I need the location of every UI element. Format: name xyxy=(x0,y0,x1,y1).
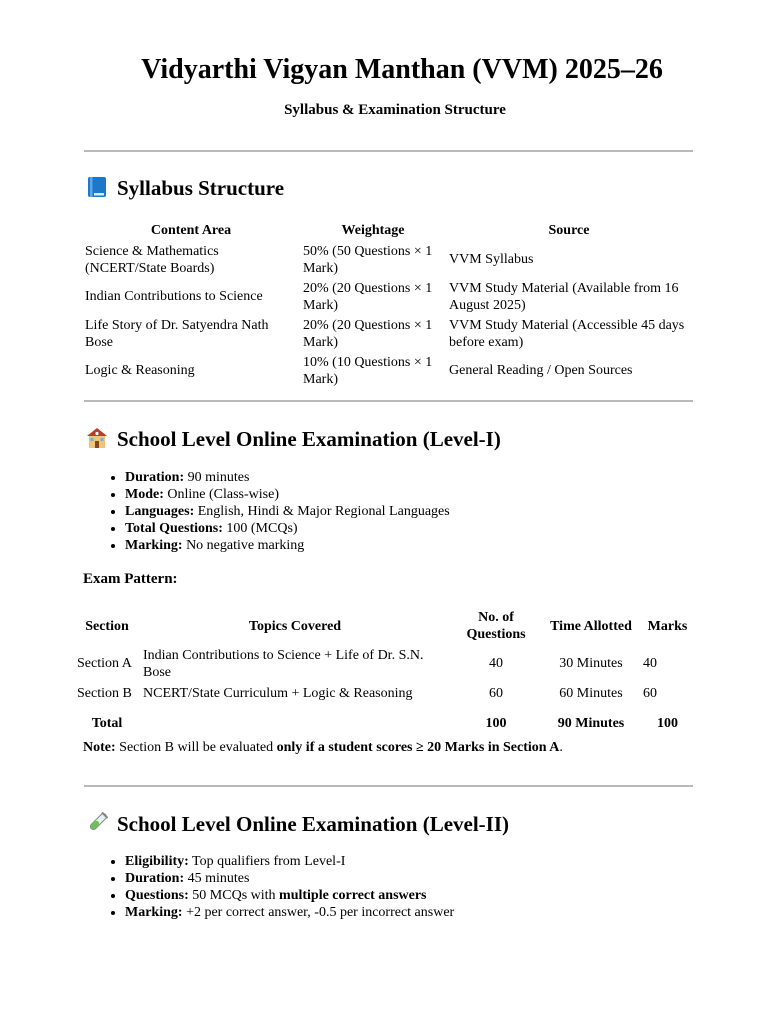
fact-value: Top qualifiers from Level-I xyxy=(188,854,346,869)
list-item xyxy=(125,887,454,904)
table-row xyxy=(82,315,692,352)
fact-label: Duration: xyxy=(125,470,185,485)
column-header: Section xyxy=(85,618,129,634)
list-item xyxy=(125,853,454,870)
weightage-cell: 10% (10 Questions × 1 Mark) xyxy=(303,354,433,387)
weightage-cell: 20% (20 Questions × 1 Mark) xyxy=(303,280,433,313)
total-topics-cell xyxy=(140,704,450,742)
test-tube-icon xyxy=(86,812,108,834)
content-area-cell: Indian Contributions to Science xyxy=(85,289,263,304)
fact-label: Total Questions: xyxy=(125,521,223,536)
level2-heading-text: School Level Online Examination (Level-II) xyxy=(117,812,510,836)
total-label: Total xyxy=(91,715,123,731)
total-marks: 100 xyxy=(657,715,678,731)
fact-emphasis: multiple correct answers xyxy=(279,888,427,903)
marks-cell: 60 xyxy=(643,685,657,701)
section-cell: Section B xyxy=(77,685,132,701)
fact-label: Duration: xyxy=(125,871,185,886)
fact-value: 50 MCQs with xyxy=(188,888,280,903)
fact-value: Online (Class-wise) xyxy=(163,487,279,502)
fact-value: 90 minutes xyxy=(184,470,250,485)
note-text: Section B will be evaluated xyxy=(115,740,277,755)
exam-pattern-table xyxy=(74,607,695,742)
blue-book-icon xyxy=(86,176,108,198)
content-area-cell: Life Story of Dr. Satyendra Nath Bose xyxy=(85,317,269,350)
level2-facts-list xyxy=(84,853,454,921)
table-total-row xyxy=(74,704,695,742)
note-end: . xyxy=(559,740,563,755)
source-cell: General Reading / Open Sources xyxy=(449,363,633,378)
table-row xyxy=(82,352,692,389)
column-header: Content Area xyxy=(150,222,232,238)
fact-value: English, Hindi & Major Regional Languages xyxy=(194,504,450,519)
table-row xyxy=(82,241,692,278)
column-header: No. of Questions xyxy=(466,610,526,642)
topics-cell: Indian Contributions to Science + Life of Dr. S.N. Bose xyxy=(143,647,424,680)
weightage-cell: 50% (50 Questions × 1 Mark) xyxy=(303,243,433,276)
column-header: Topics Covered xyxy=(248,618,342,634)
content-area-cell: Science & Mathematics (NCERT/State Boards) xyxy=(85,243,219,276)
section-cell: Section A xyxy=(77,656,132,671)
list-item xyxy=(125,537,450,554)
syllabus-table xyxy=(82,219,692,389)
fact-label: Languages: xyxy=(125,504,195,519)
weightage-cell: 20% (20 Questions × 1 Mark) xyxy=(303,317,433,350)
fact-label: Marking: xyxy=(125,905,183,920)
list-item xyxy=(125,486,450,503)
fact-label: Marking: xyxy=(125,538,183,553)
note-emphasis: only if a student scores ≥ 20 Marks in Section A xyxy=(276,740,560,755)
list-item xyxy=(125,520,450,537)
source-cell: VVM Study Material (Available from 16 August 2025) xyxy=(449,280,679,313)
table-header-row xyxy=(74,607,695,645)
fact-value: 100 (MCQs) xyxy=(222,521,298,536)
level1-heading-text: School Level Online Examination (Level-I) xyxy=(117,427,501,451)
topics-cell: NCERT/State Curriculum + Logic & Reasoning xyxy=(143,685,413,701)
syllabus-heading xyxy=(86,174,284,202)
divider xyxy=(84,785,693,787)
list-item xyxy=(125,503,450,520)
questions-cell: 60 xyxy=(489,685,503,701)
table-row xyxy=(74,645,695,682)
column-header: Time Allotted xyxy=(550,618,632,634)
level2-heading xyxy=(86,810,509,838)
source-cell: VVM Study Material (Accessible 45 days before exam) xyxy=(449,317,685,350)
fact-label: Mode: xyxy=(125,487,164,502)
table-row xyxy=(74,682,695,704)
content-area-cell: Logic & Reasoning xyxy=(85,363,195,378)
list-item xyxy=(125,870,454,887)
total-questions: 100 xyxy=(485,715,507,731)
note-label: Note: xyxy=(83,740,116,755)
exam-pattern-heading: Exam Pattern: xyxy=(83,571,178,587)
time-cell: 30 Minutes xyxy=(559,656,623,671)
table-header-row xyxy=(82,219,692,241)
fact-label: Eligibility: xyxy=(125,854,189,869)
questions-cell: 40 xyxy=(489,656,503,671)
page-title: Vidyarthi Vigyan Manthan (VVM) 2025–26 xyxy=(141,54,663,85)
column-header: Marks xyxy=(647,618,688,634)
list-item xyxy=(125,469,450,486)
evaluation-note xyxy=(83,740,563,756)
level1-facts-list xyxy=(84,469,450,554)
time-cell: 60 Minutes xyxy=(559,685,623,701)
fact-value: 45 minutes xyxy=(184,871,250,886)
divider xyxy=(84,150,693,152)
marks-cell: 40 xyxy=(643,656,657,671)
divider xyxy=(84,400,693,402)
fact-value: No negative marking xyxy=(182,538,305,553)
column-header: Weightage xyxy=(341,222,405,238)
level1-heading xyxy=(86,425,501,453)
table-row xyxy=(82,278,692,315)
column-header: Source xyxy=(548,222,590,238)
fact-value: +2 per correct answer, -0.5 per incorrect answer xyxy=(182,905,455,920)
page-subtitle: Syllabus & Examination Structure xyxy=(284,102,506,118)
fact-label: Questions: xyxy=(125,888,189,903)
source-cell: VVM Syllabus xyxy=(449,252,534,267)
list-item xyxy=(125,904,454,921)
school-icon xyxy=(86,427,108,449)
total-time: 90 Minutes xyxy=(557,715,625,731)
syllabus-heading-text: Syllabus Structure xyxy=(117,176,285,200)
